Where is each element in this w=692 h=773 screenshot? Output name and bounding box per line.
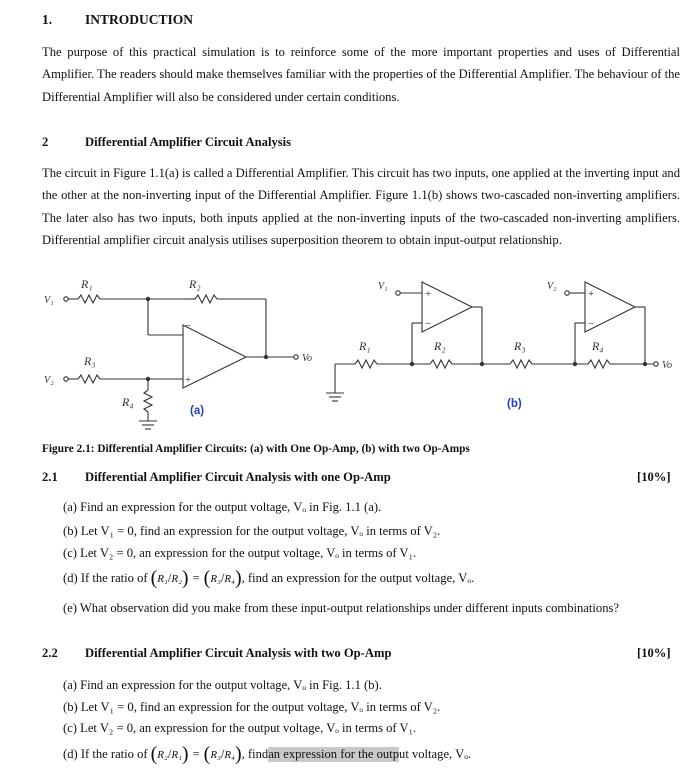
sub22-d-suffix-highlight: an expression for the outp [268, 747, 400, 761]
intro-title: INTRODUCTION [85, 12, 194, 27]
fig-a-tag: (a) [190, 405, 205, 417]
sub21-d-prefix: (d) If the ratio of [63, 571, 148, 585]
fig-a-r1-label: R₁ [81, 277, 93, 291]
svg-text:−: − [588, 318, 595, 330]
fig-a-vo-label: Vo [302, 353, 312, 364]
sub21-item-e: (e) What observation did you make from these input-output relationships under different inputs combinations? [63, 601, 619, 615]
circuit-figure [40, 270, 680, 440]
sub22-marks: [10%] [637, 646, 671, 660]
section2-paragraph: The circuit in Figure 1.1(a) is called a Differential Amplifier. This circuit has two inputs, one applied at the inverting input and the other at the non-inverting input of the Differential Amplifier. Figure 1.1(b) shows two-cascaded non-inverting amplifiers. The later also has two inputs, both inputs applied at the non-inverting inputs of the two-cascaded non-inverting amplifiers. Differential amplifier circuit analysis utilises superposition theorem to obtain input-output relationship. [42, 166, 680, 247]
fig-b-r2-label: R₂ [434, 339, 446, 353]
sub21-title: Differential Amplifier Circuit Analysis with one Op-Amp [85, 470, 391, 484]
svg-text:+: + [425, 288, 432, 300]
fig-a-r3-label: R₃ [84, 354, 96, 368]
sub21-item-d: (d) If the ratio of ( R₁ / R₂ ) = ( R₃ / R₄ ) , find an expression for the output voltage, Vₒ. [63, 567, 475, 589]
sub22-item-d: (d) If the ratio of ( R₂ / R₁ ) = ( R₃ / R₄ ) , find an expression for the outp ut voltage, Vₒ. [63, 743, 471, 765]
fig-b-r4-label: R₄ [592, 339, 604, 353]
sub22-d-eq: = [192, 747, 200, 761]
sub22-d-lhs-den: R₁ [171, 748, 182, 761]
svg-text:+: + [588, 288, 595, 300]
intro-number: 1. [42, 12, 53, 27]
sub22-d-rhs-num: R₃ [210, 748, 221, 761]
fig-b-r1-label: R₁ [359, 339, 371, 353]
sub21-d-rhs-num: R₃ [210, 572, 221, 585]
sub22-item-a: (a) Find an expression for the output voltage, Vₒ in Fig. 1.1 (b). [63, 678, 382, 692]
fig-b-r3-label: R₃ [514, 339, 526, 353]
sub21-marks: [10%] [637, 470, 671, 484]
sub22-d-lhs-num: R₂ [157, 748, 168, 761]
sub22-d-suffix-pre: , find [241, 747, 269, 761]
section2-number: 2 [42, 135, 49, 149]
sub22-item-b: (b) Let V₁ = 0, find an expression for the output voltage, Vₒ in terms of V₂. [63, 700, 441, 714]
sub21-item-c: (c) Let V₂ = 0, an expression for the output voltage, Vₒ in terms of V₁. [63, 546, 417, 560]
sub21-item-b: (b) Let V₁ = 0, find an expression for the output voltage, Vₒ in terms of V₂. [63, 524, 441, 538]
fig-a-r4-label: R₄ [122, 395, 134, 409]
sub21-d-lhs-den: R₂ [171, 572, 182, 585]
fig-a-r2-label: R₂ [189, 277, 201, 291]
sub22-number: 2.2 [42, 646, 58, 660]
sub22-d-prefix: (d) If the ratio of [63, 747, 148, 761]
fig-b-tag: (b) [507, 398, 522, 410]
fig-a-v1-label: V₁ [44, 295, 54, 306]
fig-a-v2-label: V₂ [44, 375, 54, 386]
fig-b-v1-label: V₁ [378, 281, 388, 292]
svg-text:−: − [425, 318, 432, 330]
sub21-d-lhs-num: R₁ [157, 572, 168, 585]
sub22-d-rhs-den: R₄ [224, 748, 235, 761]
sub21-d-suffix: , find an expression for the output voltage, Vₒ. [241, 571, 475, 585]
sub22-item-c: (c) Let V₂ = 0, an expression for the output voltage, Vₒ in terms of V₁. [63, 721, 417, 735]
figure-caption: Figure 2.1: Differential Amplifier Circuits: (a) with One Op-Amp, (b) with two Op-Amps [42, 443, 470, 455]
section2-title: Differential Amplifier Circuit Analysis [85, 135, 292, 149]
intro-paragraph: The purpose of this practical simulation is to reinforce some of the more important properties and uses of Differential Amplifier. The readers should make themselves familiar with the properties of the Differential Amplifier. The behaviour of the Differential Amplifier will also be considered under certain conditions. [42, 45, 680, 104]
sub21-d-rhs-den: R₄ [224, 572, 235, 585]
sub21-item-a: (a) Find an expression for the output voltage, Vₒ in Fig. 1.1 (a). [63, 500, 382, 514]
fig-b-v2-label: V₂ [547, 281, 557, 292]
sub22-title: Differential Amplifier Circuit Analysis with two Op-Amp [85, 646, 392, 660]
svg-text:+: + [185, 374, 192, 386]
fig-b-vo-label: Vo [662, 360, 672, 371]
sub21-d-eq: = [192, 571, 200, 585]
sub22-d-suffix-post: ut voltage, Vₒ. [399, 747, 471, 761]
svg-text:−: − [185, 320, 192, 332]
sub21-number: 2.1 [42, 470, 58, 484]
